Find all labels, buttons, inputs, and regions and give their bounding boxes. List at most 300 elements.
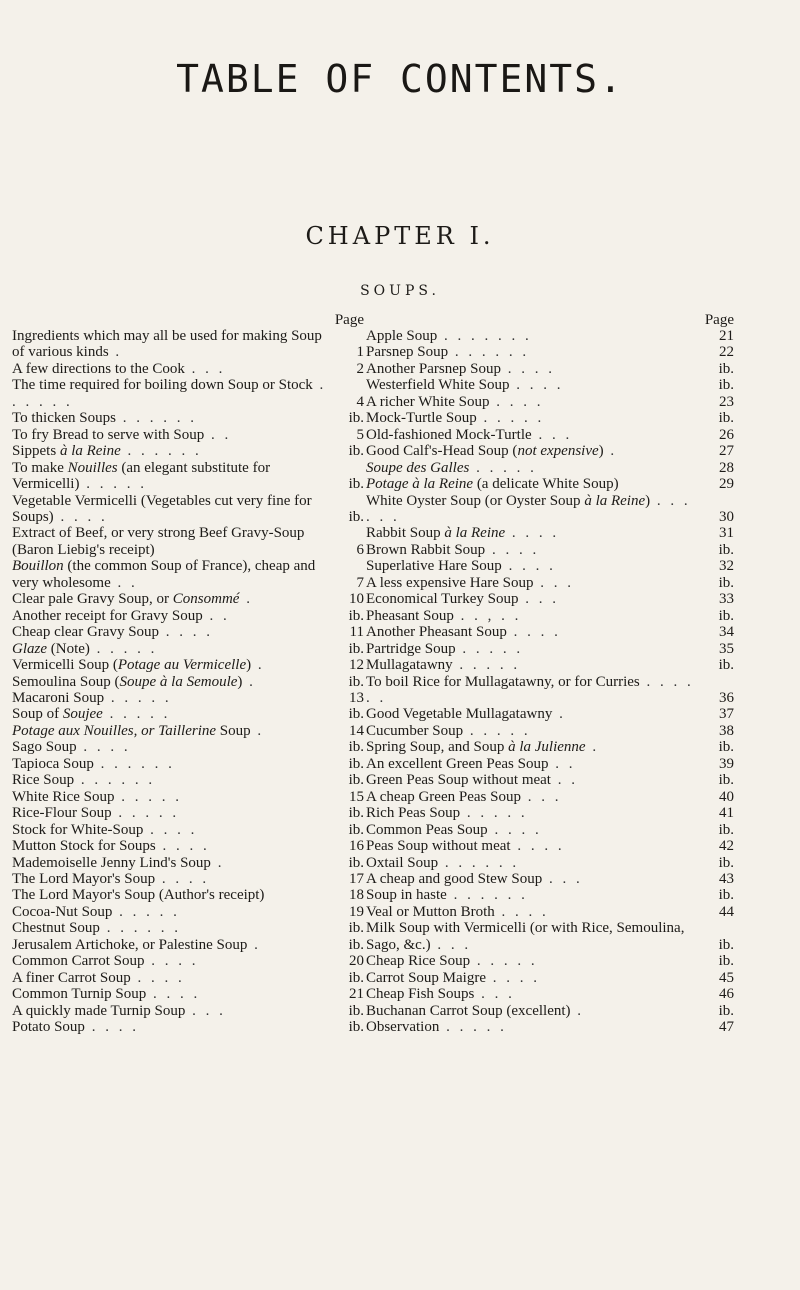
toc-entry-title-part: à la Julienne bbox=[508, 739, 586, 756]
toc-entry-title bbox=[12, 838, 210, 854]
toc-entry-title-part: Another receipt for Gravy Soup bbox=[12, 607, 203, 624]
toc-entry-page: 45 bbox=[719, 969, 734, 986]
toc-entry-title-part: A cheap Green Peas Soup bbox=[366, 788, 521, 805]
toc-entry bbox=[366, 904, 734, 920]
toc-entry-title bbox=[12, 328, 322, 360]
right-column bbox=[366, 312, 734, 1035]
toc-entry-title bbox=[366, 476, 619, 492]
toc-entry-title-part: Vermicelli Soup ( bbox=[12, 657, 118, 674]
toc-entry bbox=[12, 805, 364, 821]
toc-entry-title bbox=[366, 986, 515, 1002]
toc-entry bbox=[12, 706, 364, 722]
toc-entry-page: ib. bbox=[718, 936, 734, 953]
toc-entry-title bbox=[366, 887, 528, 903]
toc-entry-title bbox=[12, 608, 230, 624]
toc-entry-page: 41 bbox=[719, 805, 734, 822]
toc-entry-title-part: Oxtail Soup bbox=[366, 854, 439, 871]
toc-entry-title-part: ) bbox=[598, 443, 604, 460]
dot-leader: . . . . . bbox=[452, 657, 521, 674]
dot-leader: . . . bbox=[474, 986, 515, 1003]
dot-leader: . . . . . bbox=[114, 788, 182, 805]
toc-entry-title bbox=[366, 427, 572, 443]
toc-entry-title bbox=[12, 904, 180, 920]
toc-entry-title bbox=[366, 394, 543, 410]
toc-entry-page: 35 bbox=[719, 640, 734, 657]
toc-entry-title-part: à la Reine bbox=[59, 443, 121, 460]
dot-leader: . . . . . bbox=[470, 953, 538, 970]
toc-entry-page: ib. bbox=[348, 805, 364, 822]
toc-entry-title-part: Green Peas Soup without meat bbox=[366, 772, 551, 789]
dot-leader: . . . . bbox=[510, 838, 565, 855]
dot-leader: . . . . . bbox=[79, 476, 147, 493]
page-column-header: Page bbox=[704, 312, 734, 328]
toc-entry-title-part: Good Vegetable Mullagatawny bbox=[366, 706, 553, 723]
toc-entry-title bbox=[12, 361, 225, 377]
toc-entry-title bbox=[366, 361, 555, 377]
toc-entry-title bbox=[12, 953, 199, 969]
toc-entry-title-part: Common Carrot Soup bbox=[12, 953, 145, 970]
toc-entry-title bbox=[366, 904, 549, 920]
toc-entry bbox=[366, 542, 734, 558]
dot-leader: . bbox=[603, 443, 618, 460]
dot-leader: . . bbox=[110, 574, 138, 591]
toc-entry-title-part: (an elegant substitute for Vermicelli) bbox=[12, 459, 271, 493]
toc-entry-title-part: Soupe des Galles bbox=[366, 459, 470, 476]
toc-entry-title-part: Cheap Rice Soup bbox=[366, 953, 471, 970]
toc-entry-title bbox=[366, 493, 691, 525]
toc-entry-title bbox=[12, 443, 202, 459]
toc-entry bbox=[366, 838, 734, 854]
toc-entry-title-part: Sippets bbox=[12, 443, 60, 460]
toc-entry bbox=[12, 608, 364, 624]
toc-entry-title bbox=[366, 805, 528, 821]
toc-entry-page: ib. bbox=[718, 953, 734, 970]
dot-leader: . bbox=[242, 673, 256, 690]
dot-leader: . . . . bbox=[501, 360, 555, 377]
toc-entry-title-part: The Lord Mayor's Soup bbox=[12, 870, 156, 887]
toc-entry-title bbox=[366, 608, 521, 624]
entry-list bbox=[366, 328, 734, 1035]
toc-entry bbox=[12, 558, 364, 591]
toc-entry-page: 1 bbox=[356, 344, 364, 361]
toc-entry-page: ib. bbox=[348, 508, 364, 525]
toc-entry-page: ib. bbox=[718, 360, 734, 377]
toc-entry-title bbox=[12, 937, 261, 953]
toc-entry bbox=[12, 525, 364, 558]
toc-entry-title bbox=[12, 920, 181, 936]
dot-leader: . . . . . bbox=[104, 689, 172, 706]
toc-entry-page: 15 bbox=[349, 788, 364, 805]
toc-entry bbox=[12, 427, 364, 443]
toc-entry-title bbox=[12, 624, 213, 640]
toc-entry-page: ib. bbox=[718, 377, 734, 394]
toc-entry-title-part: Brown Rabbit Soup bbox=[366, 541, 486, 558]
toc-entry-page: ib. bbox=[718, 821, 734, 838]
dot-leader: . . . . bbox=[84, 1019, 139, 1036]
toc-entry-page: 37 bbox=[719, 706, 734, 723]
toc-entry-page: ib. bbox=[348, 821, 364, 838]
toc-entry bbox=[12, 377, 364, 410]
toc-entry-title bbox=[366, 575, 574, 591]
toc-entry-title-part: Carrot Soup Maigre bbox=[366, 969, 486, 986]
toc-entry-title bbox=[366, 953, 538, 969]
toc-entry-page: 13 bbox=[349, 689, 364, 706]
toc-entry-title-part: Clear pale Gravy Soup, or bbox=[12, 591, 173, 608]
dot-leader: . bbox=[552, 706, 566, 723]
toc-entry-title-part: ) bbox=[246, 657, 252, 674]
dot-leader: . . . . bbox=[144, 953, 199, 970]
toc-entry-title-part: Observation bbox=[366, 1019, 440, 1036]
toc-entry-page: 22 bbox=[719, 344, 734, 361]
toc-entry-page: 39 bbox=[719, 755, 734, 772]
toc-entry-page: 11 bbox=[349, 624, 364, 641]
toc-entry-page: 19 bbox=[349, 903, 364, 920]
dot-leader: . . . . bbox=[494, 903, 549, 920]
toc-entry bbox=[366, 460, 734, 476]
toc-entry-title bbox=[12, 657, 265, 673]
toc-entry bbox=[366, 970, 734, 986]
toc-entry-title bbox=[12, 377, 326, 409]
dot-leader: . . , . . bbox=[453, 607, 522, 624]
dot-leader: . . . . bbox=[155, 870, 210, 887]
toc-entry-title-part: à la Reine bbox=[444, 525, 506, 542]
toc-entry-title bbox=[366, 756, 575, 772]
toc-entry-title bbox=[12, 493, 312, 525]
dot-leader: . . . . . . bbox=[446, 887, 528, 904]
toc-entry-title-part: Rice Soup bbox=[12, 772, 75, 789]
toc-entry-page: ib. bbox=[348, 739, 364, 756]
toc-entry bbox=[12, 674, 364, 690]
toc-entry-title-part: Pheasant Soup bbox=[366, 607, 454, 624]
dot-leader: . . . . . . bbox=[74, 772, 156, 789]
section-heading: SOUPS. bbox=[360, 283, 440, 299]
toc-entry bbox=[12, 953, 364, 969]
dot-leader: . bbox=[108, 344, 123, 361]
toc-entry-title bbox=[366, 970, 540, 986]
toc-entry-page: ib. bbox=[348, 1002, 364, 1019]
toc-entry-title-part: Westerfield White Soup bbox=[366, 377, 510, 394]
toc-entry bbox=[12, 855, 364, 871]
toc-entry bbox=[366, 822, 734, 838]
toc-entry-page: ib. bbox=[718, 887, 734, 904]
toc-entry-title-part: A cheap and good Stew Soup bbox=[366, 870, 543, 887]
toc-entry-title-part: Macaroni Soup bbox=[12, 689, 105, 706]
dot-leader: . . . . . bbox=[439, 1019, 507, 1036]
toc-entry bbox=[12, 657, 364, 673]
dot-leader: . . . . bbox=[485, 969, 540, 986]
toc-entry-title-part: Bouillon bbox=[12, 558, 64, 575]
toc-entry-title bbox=[12, 1019, 139, 1035]
toc-entry-page: 34 bbox=[719, 624, 734, 641]
dot-leader: . . . . . . bbox=[93, 755, 175, 772]
toc-entry bbox=[12, 723, 364, 739]
toc-entry bbox=[366, 476, 734, 492]
toc-entry-page: 33 bbox=[719, 591, 734, 608]
toc-entry-title bbox=[366, 344, 529, 360]
toc-entry-page: ib. bbox=[348, 443, 364, 460]
toc-entry-title-part: Soup bbox=[216, 722, 251, 739]
dot-leader: . . . . . . bbox=[12, 377, 327, 410]
toc-entry bbox=[366, 674, 734, 707]
dot-leader: . . . bbox=[520, 788, 562, 805]
toc-entry-title-part: Soup in haste bbox=[366, 887, 447, 904]
toc-entry bbox=[12, 904, 364, 920]
toc-entry-title-part: Mock-Turtle Soup bbox=[366, 410, 477, 427]
toc-entry-page: 42 bbox=[719, 838, 734, 855]
toc-entry-page: ib. bbox=[718, 574, 734, 591]
toc-entry-title-part: Sago Soup bbox=[12, 739, 77, 756]
toc-entry-title-part: Potage aux Nouilles, or Taillerine bbox=[12, 722, 217, 739]
toc-entry bbox=[12, 970, 364, 986]
book-title: TABLE OF CONTENTS. bbox=[176, 57, 624, 101]
toc-entry-page: 21 bbox=[719, 328, 734, 344]
page-column-header: Page bbox=[334, 312, 364, 328]
toc-entry-title-part: A finer Carrot Soup bbox=[12, 969, 131, 986]
toc-entry bbox=[366, 443, 734, 459]
toc-entry bbox=[12, 822, 364, 838]
toc-entry-title-part: Good Calf's-Head Soup ( bbox=[366, 443, 518, 460]
dot-leader: . . . . bbox=[76, 739, 131, 756]
dot-leader: . . . . bbox=[155, 838, 210, 855]
toc-entry-title-part: Superlative Hare Soup bbox=[366, 558, 502, 575]
toc-entry bbox=[366, 361, 734, 377]
toc-entry-title bbox=[366, 822, 542, 838]
toc-entry-title-part: Cheap Fish Soups bbox=[366, 986, 475, 1003]
toc-entry-title-part: To fry Bread to serve with Soup bbox=[12, 426, 205, 443]
toc-entry bbox=[366, 377, 734, 393]
toc-entry-title-part: ) bbox=[645, 492, 651, 509]
toc-entry-page: ib. bbox=[348, 755, 364, 772]
dot-leader: . . . bbox=[518, 591, 559, 608]
toc-entry-title bbox=[12, 410, 197, 426]
toc-entry bbox=[366, 558, 734, 574]
dot-leader: . . . . . bbox=[476, 410, 545, 427]
toc-entry-page: ib. bbox=[718, 854, 734, 871]
toc-entry bbox=[366, 920, 734, 953]
toc-entry-title-part: To boil Rice for Mullagatawny, or for Curries bbox=[366, 673, 640, 690]
toc-entry-page: 47 bbox=[719, 1019, 734, 1036]
toc-entry-title bbox=[12, 887, 264, 903]
toc-entry bbox=[12, 328, 364, 361]
toc-entry bbox=[366, 805, 734, 821]
entry-list bbox=[12, 328, 364, 1035]
toc-entry bbox=[12, 624, 364, 640]
toc-entry bbox=[366, 641, 734, 657]
toc-entry-title-part: (Note) bbox=[47, 640, 90, 657]
toc-entry bbox=[12, 410, 364, 426]
toc-entry-title bbox=[366, 443, 617, 459]
toc-entry bbox=[366, 789, 734, 805]
toc-entry-title bbox=[12, 706, 170, 722]
toc-entry-title bbox=[12, 591, 253, 607]
toc-entry-title bbox=[12, 871, 209, 887]
toc-entry bbox=[366, 624, 734, 640]
toc-entry-title bbox=[366, 723, 531, 739]
toc-entry-page: ib. bbox=[718, 739, 734, 756]
dot-leader: . . . bbox=[430, 936, 472, 953]
dot-leader: . . bbox=[204, 426, 232, 443]
toc-entry-title bbox=[366, 674, 694, 706]
toc-entry-title-part: Common Peas Soup bbox=[366, 821, 488, 838]
toc-entry-page: ib. bbox=[348, 936, 364, 953]
dot-leader: . . . . bbox=[505, 525, 560, 542]
toc-entry-title bbox=[366, 525, 559, 541]
dot-leader: . . bbox=[202, 607, 230, 624]
dot-leader: . . . . . . bbox=[120, 443, 202, 460]
dot-leader: . . . bbox=[533, 574, 574, 591]
toc-entry bbox=[366, 657, 734, 673]
toc-entry-title bbox=[366, 328, 532, 344]
toc-entry-title-part: Consommé bbox=[172, 591, 240, 608]
toc-entry bbox=[366, 1019, 734, 1035]
toc-entry-title bbox=[12, 427, 231, 443]
toc-entry bbox=[366, 525, 734, 541]
toc-entry-title bbox=[366, 542, 539, 558]
toc-entry bbox=[366, 986, 734, 1002]
left-column bbox=[12, 312, 364, 1035]
toc-entry bbox=[12, 591, 364, 607]
toc-entry-title bbox=[366, 1003, 584, 1019]
toc-entry bbox=[366, 723, 734, 739]
toc-entry-title bbox=[366, 460, 537, 476]
dot-leader: . . . . bbox=[509, 377, 564, 394]
dot-leader: . bbox=[250, 722, 265, 739]
toc-entry bbox=[366, 394, 734, 410]
dot-leader: . . . . . . bbox=[448, 344, 530, 361]
toc-entry bbox=[366, 328, 734, 344]
toc-entry-title-part: Rice-Flour Soup bbox=[12, 805, 112, 822]
toc-entry-title-part: Mutton Stock for Soups bbox=[12, 838, 156, 855]
toc-entry-title-part: The Lord Mayor's Soup (Author's receipt) bbox=[12, 887, 265, 904]
toc-entry-title-part: à la Reine bbox=[584, 492, 646, 509]
toc-entry-title-part: White Rice Soup bbox=[12, 788, 115, 805]
toc-entry-title-part: Soup of bbox=[12, 706, 63, 723]
toc-entry-title-part: A few directions to the Cook bbox=[12, 360, 185, 377]
dot-leader: . . . . . . . bbox=[437, 328, 532, 344]
toc-entry bbox=[12, 443, 364, 459]
dot-leader: . bbox=[247, 936, 261, 953]
toc-entry-title bbox=[366, 838, 565, 854]
toc-entry bbox=[12, 838, 364, 854]
toc-entry-page: ib. bbox=[348, 854, 364, 871]
toc-entry-title-part: An excellent Green Peas Soup bbox=[366, 755, 549, 772]
toc-entry-title-part: Chestnut Soup bbox=[12, 920, 100, 937]
toc-entry-title-part: Vegetable Vermicelli (Vegetables cut very fine for Soups) bbox=[12, 492, 312, 525]
dot-leader: . . . . . bbox=[460, 805, 528, 822]
toc-entry-page: 27 bbox=[719, 443, 734, 460]
toc-entry-page: ib. bbox=[348, 607, 364, 624]
dot-leader: . . . . bbox=[143, 821, 198, 838]
dot-leader: . . . . bbox=[130, 969, 185, 986]
toc-entry-title bbox=[12, 525, 304, 557]
dot-leader: . bbox=[251, 657, 265, 674]
toc-entry-title bbox=[366, 1019, 507, 1035]
dot-leader: . . . . . bbox=[469, 459, 537, 476]
toc-entry-page: 28 bbox=[719, 459, 734, 476]
dot-leader: . . . . . . bbox=[366, 492, 691, 525]
dot-leader: . . . . bbox=[485, 541, 540, 558]
toc-entry-page: 36 bbox=[719, 689, 734, 706]
toc-entry-page: ib. bbox=[718, 772, 734, 789]
toc-entry bbox=[12, 460, 364, 493]
toc-entry-title-part: Mullagatawny bbox=[366, 657, 453, 674]
toc-entry-title-part: Buchanan Carrot Soup (excellent) bbox=[366, 1002, 571, 1019]
toc-entry-title bbox=[12, 970, 185, 986]
toc-entry-title bbox=[12, 723, 264, 739]
toc-entry bbox=[366, 706, 734, 722]
toc-entry bbox=[12, 986, 364, 1002]
toc-entry-title-part: Nouilles bbox=[67, 459, 118, 476]
toc-entry-title-part: Cucumber Soup bbox=[366, 722, 464, 739]
toc-entry-title bbox=[12, 739, 131, 755]
toc-entry-title bbox=[12, 789, 182, 805]
dot-leader: . . . . bbox=[501, 558, 556, 575]
toc-entry bbox=[12, 937, 364, 953]
toc-entry bbox=[366, 871, 734, 887]
toc-entry-title bbox=[366, 920, 684, 952]
toc-entry-page: 6 bbox=[356, 541, 364, 558]
toc-entry-title-part: Parsnep Soup bbox=[366, 344, 449, 361]
toc-entry-title bbox=[366, 641, 523, 657]
toc-entry-page: 44 bbox=[719, 903, 734, 920]
toc-entry-title-part: Potato Soup bbox=[12, 1019, 85, 1036]
toc-entry-title-part: White Oyster Soup (or Oyster Soup bbox=[366, 492, 585, 509]
toc-entry bbox=[12, 756, 364, 772]
toc-entry-page: ib. bbox=[718, 657, 734, 674]
toc-entry-title bbox=[12, 986, 200, 1002]
dot-leader: . . . . . . bbox=[366, 673, 694, 706]
toc-entry bbox=[12, 920, 364, 936]
toc-entry bbox=[12, 772, 364, 788]
toc-entry-title bbox=[12, 805, 179, 821]
toc-entry bbox=[12, 641, 364, 657]
toc-entry-page: 10 bbox=[349, 591, 364, 608]
toc-entry bbox=[366, 344, 734, 360]
toc-entry-page: 40 bbox=[719, 788, 734, 805]
toc-entry-page: ib. bbox=[348, 1019, 364, 1036]
toc-entry-page: 7 bbox=[356, 574, 364, 591]
toc-entry-title-part: Ingredients which may all be used for making Soup of various kinds bbox=[12, 328, 322, 361]
toc-entry-title bbox=[366, 657, 520, 673]
toc-entry-title-part: Stock for White-Soup bbox=[12, 821, 144, 838]
dot-leader: . . . . bbox=[53, 508, 108, 525]
toc-entry-page: 18 bbox=[349, 887, 364, 904]
dot-leader: . . . . . . bbox=[438, 854, 520, 871]
dot-leader: . . . bbox=[542, 870, 583, 887]
dot-leader: . bbox=[210, 854, 225, 871]
toc-entry-title-part: Old-fashioned Mock-Turtle bbox=[366, 426, 532, 443]
toc-entry-page: 21 bbox=[349, 986, 364, 1003]
dot-leader: . . . . bbox=[489, 393, 544, 410]
toc-entry bbox=[366, 855, 734, 871]
dot-leader: . . . . bbox=[506, 624, 561, 641]
toc-entry-page: 23 bbox=[719, 393, 734, 410]
dot-leader: . . . . . . bbox=[115, 410, 197, 427]
toc-entry-title bbox=[366, 871, 583, 887]
toc-entry bbox=[366, 887, 734, 903]
toc-entry bbox=[366, 575, 734, 591]
dot-leader: . . . bbox=[184, 360, 226, 377]
toc-entry-title bbox=[12, 690, 172, 706]
toc-entry-page: 5 bbox=[356, 426, 364, 443]
toc-entry-page: 30 bbox=[719, 508, 734, 525]
toc-entry-title-part: Another Parsnep Soup bbox=[366, 360, 501, 377]
dot-leader: . . . bbox=[531, 426, 573, 443]
dot-leader: . . . . . bbox=[102, 706, 171, 723]
toc-entry-title-part: Semoulina Soup ( bbox=[12, 673, 120, 690]
toc-entry-title bbox=[12, 674, 256, 690]
toc-entry-title-part: A richer White Soup bbox=[366, 393, 490, 410]
